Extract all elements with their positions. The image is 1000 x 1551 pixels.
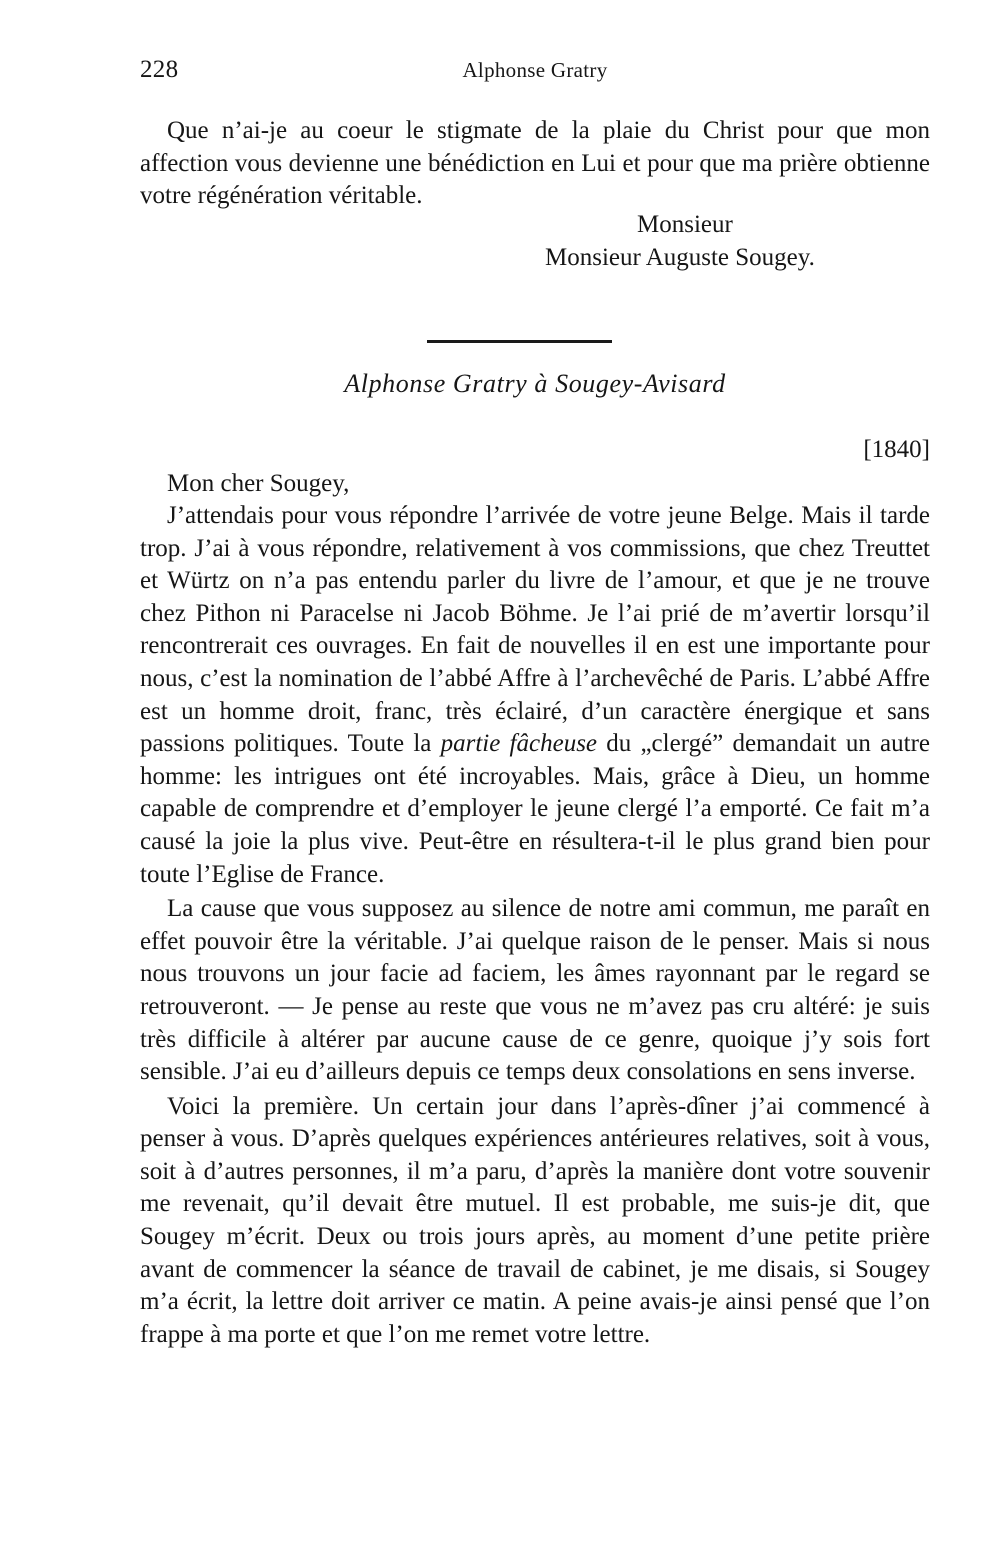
address-line-2: Monsieur Auguste Sougey.	[545, 244, 815, 271]
emphasis-partie-facheuse: partie fâcheuse	[440, 730, 598, 758]
letter-date: [1840]	[863, 436, 930, 463]
paragraph-2: La cause que vous supposez au silence de notre ami commun, me paraît en effet pouvoir être la véritable. J’ai quelque raison de le penser. Mais si nous nous trouvons un jour facie ad faciem, les âmes rayonnant par le regard se retrouveront. — Je pense au reste que vous ne m’avez pas cru altéré: je suis très difficile à altérer par aucune cause de ce genre, quoique j’y sois fort sensible. J’ai eu d’ailleurs depuis ce temps deux consolations en sens inverse.	[140, 895, 930, 1086]
letter-heading: Alphonse Gratry à Sougey-Avisard	[344, 369, 726, 398]
page-number: 228	[140, 56, 179, 83]
section-divider	[427, 340, 612, 343]
running-title: Alphonse Gratry	[462, 58, 608, 82]
salutation: Mon cher Sougey,	[167, 470, 350, 497]
closing-paragraph: Que n’ai-je au coeur le stigmate de la plaie du Christ pour que mon affection vous devienne une bénédiction en Lui et pour que ma prière obtienne votre régénération véritable.	[140, 117, 930, 210]
running-head	[140, 56, 930, 90]
address-line-1: Monsieur	[637, 211, 733, 238]
paragraph-3: Voici la première. Un certain jour dans l’après-dîner j’ai commencé à penser à vous. D’après quelques expériences antérieures relatives, soit à vous, soit à d’autres personnes, il m’a paru, d’après la manière dont votre souvenir me revenait, qu’il devait être mutuel. Il est probable, me suis-je dit, que Sougey m’écrit. Deux ou trois jours après, au moment d’une petite prière avant de commencer la séance de travail de cabinet, je me disais, si Sougey m’a écrit, la lettre doit arriver ce matin. A peine avais-je ainsi pensé que l’on frappe à ma porte et que l’on me remet votre lettre.	[140, 1092, 930, 1348]
paragraph-1-text-a: J’attendais pour vous répondre l’arrivée de votre jeune Belge. Mais il tarde trop. J’ai à vous répondre, relativement à vos commissions, que chez Treuttet et Würtz on n’a pas entendu parler du livre de l’amour, et que je ne trouve chez Pithon ni Paracelse ni Jacob Böhme. Je l’ai prié de m’avertir lorsqu’il rencontrerait ces ouvrages. En fait de nouvelles il en est une importante pour nous, c’est la nomination de l’abbé Affre à l’archevêché de Paris. L’abbé Affre est un homme droit, franc, très éclairé, d’un caractère énergique et sans passions politiques. Toute la	[140, 502, 930, 758]
letter-body	[140, 500, 930, 1351]
paragraph-1	[140, 500, 930, 891]
paragraph-1-text-b: du „clergé” demandait un autre homme: les intrigues ont été incroyables. Mais, grâce à Dieu, un homme capable de comprendre et d’employer le jeune clergé l’a emporté. Ce fait m’a causé la joie la plus vive. Peut-être en résultera-t-il le plus grand bien pour toute l’Eglise de France.	[140, 730, 931, 888]
previous-letter-closing	[140, 115, 930, 213]
